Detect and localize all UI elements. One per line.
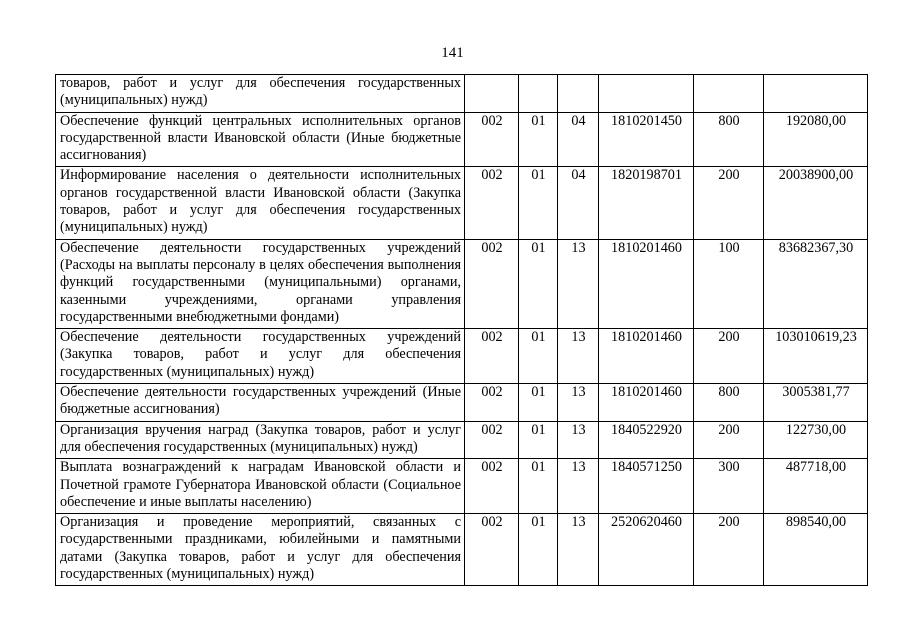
row-section-code: 01 [519, 112, 558, 167]
row-subsection-code: 04 [558, 112, 599, 167]
row-section-code: 01 [519, 167, 558, 239]
table-row [56, 75, 868, 113]
row-amount: 83682367,30 [764, 239, 868, 328]
row-section-code [519, 75, 558, 113]
row-expense-type-code: 800 [694, 112, 764, 167]
row-expense-type-code: 200 [694, 421, 764, 459]
row-expense-type-code: 800 [694, 384, 764, 422]
row-description: Выплата вознаграждений к наградам Ивановской области и Почетной грамоте Губернатора Ивановской области (Социальное обеспечение и иные выплаты населению) [56, 459, 465, 514]
table-row [56, 514, 868, 586]
row-amount: 487718,00 [764, 459, 868, 514]
row-section-code: 01 [519, 329, 558, 384]
row-target-item-code: 1810201460 [599, 329, 694, 384]
row-target-item-code [599, 75, 694, 113]
row-target-item-code: 2520620460 [599, 514, 694, 586]
row-description: Обеспечение деятельности государственных учреждений (Закупка товаров, работ и услуг для обеспечения государственных (муниципальных) нужд) [56, 329, 465, 384]
row-department-code: 002 [465, 239, 519, 328]
row-department-code: 002 [465, 112, 519, 167]
row-target-item-code: 1810201460 [599, 239, 694, 328]
row-description: Организация и проведение мероприятий, связанных с государственными праздниками, юбилейными и памятными датами (Закупка товаров, работ и услуг для обеспечения государственных (муниципальных) нужд) [56, 514, 465, 586]
row-description: Организация вручения наград (Закупка товаров, работ и услуг для обеспечения государственных (муниципальных) нужд) [56, 421, 465, 459]
row-section-code: 01 [519, 514, 558, 586]
page-number: 141 [441, 45, 464, 61]
table-row [56, 421, 868, 459]
row-description: Обеспечение деятельности государственных учреждений (Иные бюджетные ассигнования) [56, 384, 465, 422]
row-department-code: 002 [465, 384, 519, 422]
row-department-code: 002 [465, 514, 519, 586]
row-amount: 3005381,77 [764, 384, 868, 422]
row-amount: 192080,00 [764, 112, 868, 167]
row-expense-type-code: 200 [694, 167, 764, 239]
row-expense-type-code [694, 75, 764, 113]
row-amount [764, 75, 868, 113]
table-row [56, 459, 868, 514]
table-row [56, 384, 868, 422]
row-amount: 122730,00 [764, 421, 868, 459]
row-expense-type-code: 300 [694, 459, 764, 514]
row-target-item-code: 1840522920 [599, 421, 694, 459]
table-row [56, 239, 868, 328]
row-expense-type-code: 100 [694, 239, 764, 328]
row-target-item-code: 1840571250 [599, 459, 694, 514]
row-subsection-code: 13 [558, 459, 599, 514]
row-department-code: 002 [465, 459, 519, 514]
row-target-item-code: 1820198701 [599, 167, 694, 239]
row-target-item-code: 1810201460 [599, 384, 694, 422]
row-department-code: 002 [465, 167, 519, 239]
row-description: товаров, работ и услуг для обеспечения государственных (муниципальных) нужд) [56, 75, 465, 113]
row-department-code: 002 [465, 421, 519, 459]
row-subsection-code: 13 [558, 384, 599, 422]
row-amount: 898540,00 [764, 514, 868, 586]
row-department-code: 002 [465, 329, 519, 384]
row-department-code [465, 75, 519, 113]
row-description: Обеспечение функций центральных исполнительных органов государственной власти Ивановской области (Иные бюджетные ассигнования) [56, 112, 465, 167]
row-subsection-code: 13 [558, 421, 599, 459]
budget-table [55, 74, 868, 586]
row-section-code: 01 [519, 421, 558, 459]
row-expense-type-code: 200 [694, 329, 764, 384]
table-row [56, 112, 868, 167]
row-section-code: 01 [519, 459, 558, 514]
table-body [56, 75, 868, 586]
row-amount: 103010619,23 [764, 329, 868, 384]
row-subsection-code: 13 [558, 329, 599, 384]
table-row [56, 167, 868, 239]
table-row [56, 329, 868, 384]
row-subsection-code: 13 [558, 239, 599, 328]
row-subsection-code: 04 [558, 167, 599, 239]
row-subsection-code [558, 75, 599, 113]
row-target-item-code: 1810201450 [599, 112, 694, 167]
row-section-code: 01 [519, 239, 558, 328]
row-subsection-code: 13 [558, 514, 599, 586]
row-description: Информирование населения о деятельности исполнительных органов государственной власти Ивановской области (Закупка товаров, работ и услуг для обеспечения государственных (муниципальных) нужд) [56, 167, 465, 239]
row-amount: 20038900,00 [764, 167, 868, 239]
row-expense-type-code: 200 [694, 514, 764, 586]
row-section-code: 01 [519, 384, 558, 422]
row-description: Обеспечение деятельности государственных учреждений (Расходы на выплаты персоналу в целях обеспечения выполнения функций государственными (муниципальными) органами, казенными учреждениями, органами управления государственными внебюджетными фондами) [56, 239, 465, 328]
